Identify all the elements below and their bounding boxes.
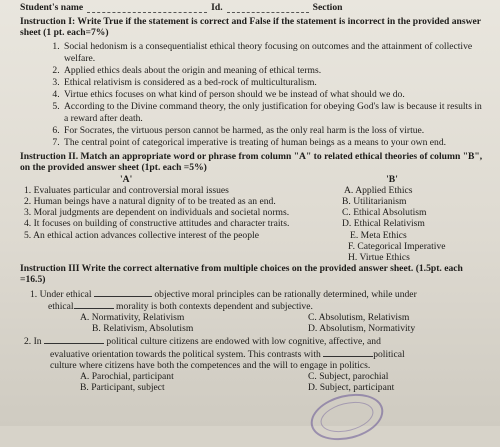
- column-b-item: C. Ethical Absolutism: [342, 207, 427, 219]
- tf-item: 5. According to the Divine command theory, the only justification for obeying God's law is because it results in a reward after death.: [62, 101, 486, 123]
- q1-text: 1. Under ethical: [30, 288, 92, 300]
- column-b: [324, 174, 486, 264]
- id-blank: [227, 4, 309, 13]
- column-a-item: 3. Moral judgments are dependent on individuals and societal norms.: [24, 207, 290, 219]
- q2-text: 2. In: [24, 336, 42, 348]
- instruction-2: Instruction II. Match an appropriate word or phrase from column "A" to related ethical theories of column "B", on the provided answer sheet (1pt. each =5%): [20, 151, 483, 174]
- column-a-item: 1. Evaluates particular and controversial moral issues: [24, 184, 229, 196]
- q2-blank-2: [323, 348, 373, 357]
- true-false-list: [20, 41, 486, 148]
- matching-columns: [20, 174, 486, 264]
- tf-item: 4. Virtue ethics focuses on what kind of person should we be instead of what should we do.: [62, 89, 486, 100]
- tf-item: 2. Applied ethics deals about the origin and meaning of ethical terms.: [62, 65, 486, 76]
- question-1: [20, 288, 486, 335]
- q2-options: [20, 371, 486, 393]
- q2-option: C. Subject, parochial: [308, 371, 389, 383]
- q1-text: objective moral principles can be rationally determined, while under: [154, 288, 417, 300]
- question-2: [20, 335, 486, 393]
- instruction-1: Instruction I: Write True if the statement is correct and False if the statement is incorrect in the provided answer sheet (1 pt. each=7%): [20, 16, 481, 39]
- column-b-item: H. Virtue Ethics: [348, 252, 410, 264]
- q1-option: B. Relativism, Absolutism: [92, 323, 194, 335]
- column-b-item: B. Utilitarianism: [342, 196, 407, 208]
- column-a-heading: 'A': [120, 173, 133, 185]
- q1-blank-1: [94, 288, 152, 297]
- q2-text: evaluative orientation towards the political system. This contrasts with: [50, 348, 321, 360]
- column-b-item: F. Categorical Imperative: [348, 240, 446, 252]
- q2-text: political: [373, 348, 405, 360]
- column-b-item: D. Ethical Relativism: [342, 218, 425, 230]
- instruction-3: Instruction III Write the correct alternative from multiple choices on the provided answer sheet. (1.5pt. each =16.5): [20, 263, 463, 286]
- student-name-label: Student's name: [20, 1, 84, 13]
- q1-option: C. Absolutism, Relativism: [308, 312, 410, 324]
- column-a: [20, 174, 324, 264]
- q1-option: A. Normativity, Relativism: [80, 312, 185, 324]
- q2-option: A. Parochial, participant: [80, 371, 174, 383]
- q2-option: D. Subject, participant: [308, 382, 395, 394]
- q2-blank-1: [44, 335, 104, 344]
- student-name-blank: [87, 4, 207, 13]
- column-a-item: 5. An ethical action advances collective interest of the people: [24, 229, 259, 241]
- tf-item: 1. Social hedonism is a consequentialist ethical theory focusing on outcomes and the attainment of collective welfare.: [62, 41, 486, 63]
- q2-text: culture where citizens have both the competences and the will to engage in politics.: [50, 359, 371, 371]
- q1-option: D. Absolutism, Normativity: [308, 323, 416, 335]
- q2-option: B. Participant, subject: [80, 382, 165, 394]
- column-a-item: 4. It focuses on building of constructive attitudes and character traits.: [24, 218, 290, 230]
- column-a-item: 2. Human beings have a natural dignity of to be treated as an end.: [24, 196, 276, 208]
- section-label: Section: [312, 1, 343, 13]
- q1-text: ethical: [48, 300, 74, 312]
- tf-item: 3. Ethical relativism is considered as a bed-rock of multiculturalism.: [62, 77, 486, 88]
- tf-item: 7. The central point of categorical imperative is treating of human beings as a means to your own end.: [62, 137, 486, 148]
- column-b-item: E. Meta Ethics: [350, 229, 407, 241]
- seal-stamp: [306, 387, 388, 447]
- q1-blank-2: [74, 300, 114, 309]
- header-row: [20, 2, 486, 13]
- q2-text: political culture citizens are endowed with low cognitive, affective, and: [106, 336, 381, 348]
- q1-options: [20, 312, 486, 334]
- column-b-heading: 'B': [386, 173, 398, 185]
- column-b-item: A. Applied Ethics: [344, 184, 413, 196]
- tf-item: 6. For Socrates, the virtuous person cannot be harmed, as the only real harm is the loss of virtue.: [62, 125, 486, 136]
- q1-text: morality is both contexts dependent and subjective.: [115, 300, 313, 312]
- id-label: Id.: [211, 1, 223, 13]
